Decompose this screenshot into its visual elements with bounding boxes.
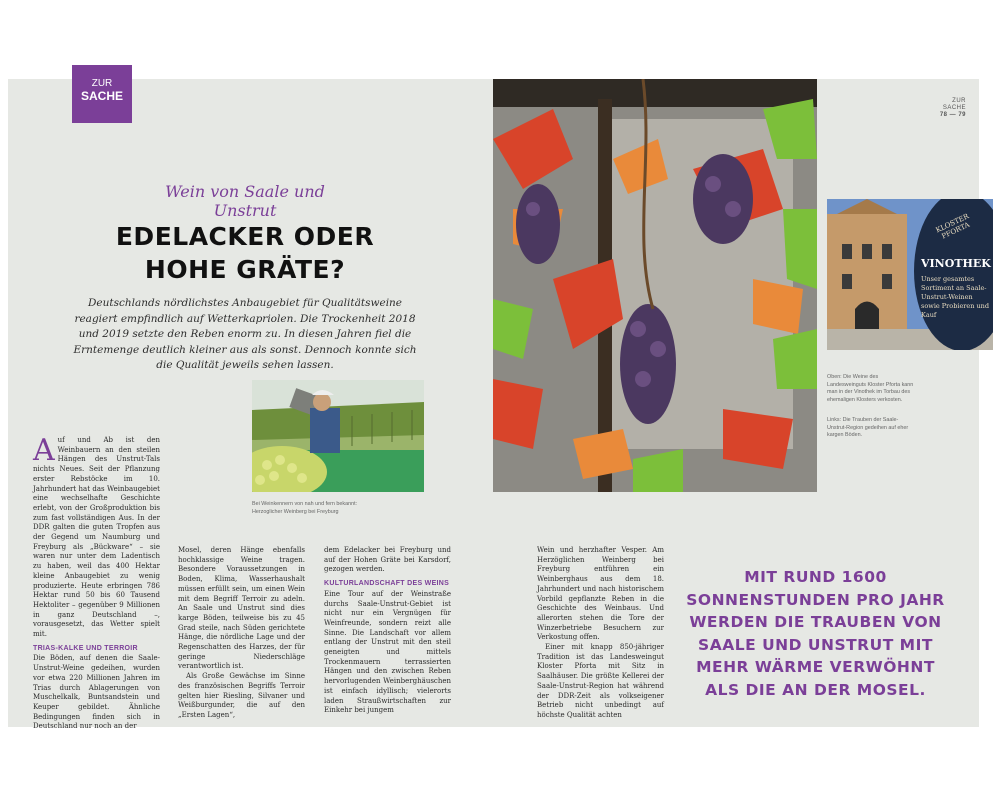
harvest-photo: [252, 380, 424, 492]
article-kicker: Wein von Saale und Unstrut: [165, 182, 325, 220]
folio-pages: 78 — 79: [939, 112, 966, 118]
col1-paragraph-1: [33, 433, 160, 640]
col4-paragraph-2: Einer mit knapp 850-jähriger Tradition ist das Landesweingut Kloster Pforta mit Sitz in Saalhäuser. Die größte Kellerei der Saale-Unstrut-Region hat während der DDR-Zeit als volkseigener Betrieb nicht unbedingt auf höchste Qualität achten: [537, 643, 664, 719]
col3-paragraph-1: dem Edelacker bei Freyburg und auf der Hohen Gräte bei Karsdorf, gezogen werden.: [324, 546, 451, 574]
article-headline: [100, 220, 390, 286]
body-column-3: [324, 546, 451, 716]
headline-line-2: HOHE GRÄTE?: [144, 255, 346, 284]
section-tab-line1: ZUR: [91, 78, 113, 89]
section-tab: [72, 65, 132, 123]
section-tab-line2: SACHE: [80, 89, 123, 103]
harvest-photo-caption: Bei Weinkennern von nah und fern bekannt: Herzoglicher Weinberg bei Freyburg: [252, 501, 358, 515]
subheading-kulturlandschaft: KULTURLANDSCHAFT DES WEINS: [324, 580, 450, 588]
body-column-2: [178, 546, 305, 721]
grapes-photo-illustration: [493, 79, 817, 492]
vinothek-photo-caption: Oben: Die Weine des Landesweinguts Kloster Pforta kann man in der Vinothek im Torbau des ehemaligen Klosters verkosten.: [827, 374, 914, 403]
col2-paragraph-2: Als Große Gewächse im Sinne des französischen Begriffs Terroir gelten hier Riesling, Silvaner und Weißburgunder, die auf den „Ersten Lagen“,: [178, 672, 305, 719]
article-lead: Deutschlands nördlichstes Anbaugebiet für Qualitätsweine reagiert empfindlich auf Wetterkapriolen. Die Trockenheit 2018 und 2019 setzte den Reben enorm zu. In diesen Jahren fiel die Erntemenge deutlich kleiner aus als sonst. Dennoch konnte sich die Qualität jeweils sehen lassen.: [73, 297, 417, 371]
col4-paragraph-1: Wein und herzhafter Vesper. Am Herzöglichen Weinberg bei Freyburg entführen ein Weinberghaus aus dem 18. Jahrhundert und nach historischem Vorbild gepflanzte Reben in die Geschichte des Weinbaus. Und allerorten stehen die Tore der Winzerbetriebe Besuchern zur Verkostung offen.: [537, 546, 664, 642]
vinothek-sign-brand: KLOSTER PFORTA: [934, 212, 971, 241]
harvest-photo-illustration: [252, 380, 424, 492]
subheading-trias: TRIAS-KALKE UND TERROIR: [33, 644, 138, 652]
col1-paragraph-2: Die Böden, auf denen die Saale-Unstrut-Weine gedeihen, wurden vor etwa 220 Millionen Jahren im Trias durch Ablagerungen von Muschelkalk, Buntsandstein und Keuper gebildet. Ähnliche Bedingungen finden sich in Deutschland nur noch an der: [33, 654, 160, 731]
body-column-4: [537, 546, 664, 721]
grapes-photo: [493, 79, 817, 492]
grapes-photo-caption: Links: Die Trauben der Saale-Unstrut-Region gedeihen auf eher kargen Böden.: [827, 417, 909, 438]
vinothek-sign-text: Unser gesamtes Sortiment an Saale-Unstrut-Weinen sowie Probieren und Kauf: [921, 275, 990, 319]
col2-paragraph-1: Mosel, deren Hänge ebenfalls hochklassige Weine tragen. Besondere Voraussetzungen in Boden, Klima, Wasserhaushalt müssen erfüllt sein, um einen Wein mit dem Begriff Terroir zu adeln. An Saale und Unstrut sind dies karge Böden, teilweise bis zu 45 Grad steile, nach Süden gerichtete Hänge, die nördliche Lage und der Regenschatten des Harzes, der für geringe Niederschläge verantwortlich ist.: [178, 546, 305, 671]
pull-quote: MIT RUND 1600 SONNENSTUNDEN PRO JAHR WERDEN DIE TRAUBEN VON SAALE UND UNSTRUT MIT MEHR WÄRME VERWÖHNT ALS DIE AN DER MOSEL.: [686, 568, 945, 699]
col3-paragraph-2: Eine Tour auf der Weinstraße durchs Saale-Unstrut-Gebiet ist nicht nur ein Vergnügen für Weinfreunde, sondern reizt alle Sinne. Die Landschaft vor allem entlang der Unstrut mit den steil geneigten und mittels Trockenmauern terrassierten Hängen und den zwischen Reben hervorlugenden Weinberghäuschen ist einfach idyllisch; vielerorts laden Straußwirtschaften zur Einkehr bei jungem: [324, 589, 451, 715]
col1-paragraph-1-text: uf und Ab ist den Weinbauern an den steilen Hängen des Unstrut-Tals nichts Neues. Seit der Pflanzung erster Rebstöcke im 10. Jahrhundert hat das Weinbaugebiet eine wechselhafte Geschichte erlebt, von der Großproduktion bis zum fast vollständigen Aus. In der DDR galten die guten Tropfen aus der Gegend um Naumburg und Freyburg als „Bückware“ – sie waren nur unter dem Ladentisch zu haben, weil das 400 Hektar kleine Anbaugebiet zu wenig produzierte. Heute erbringen 786 Hektar rund 50 bis 60 Tausend Hektoliter – gegenüber 9 Millionen in ganz Deutschland –, vorausgesetzt, das Wetter spielt mit.: [33, 436, 160, 639]
drop-cap: A: [33, 433, 55, 468]
body-column-1: [33, 433, 160, 732]
headline-line-1: EDELACKER ODER: [115, 222, 375, 251]
vinothek-photo: [827, 199, 993, 350]
page-folio: [934, 98, 966, 119]
vinothek-sign-name: VINOTHEK: [921, 257, 991, 270]
folio-section: ZUR SACHE: [942, 98, 966, 111]
